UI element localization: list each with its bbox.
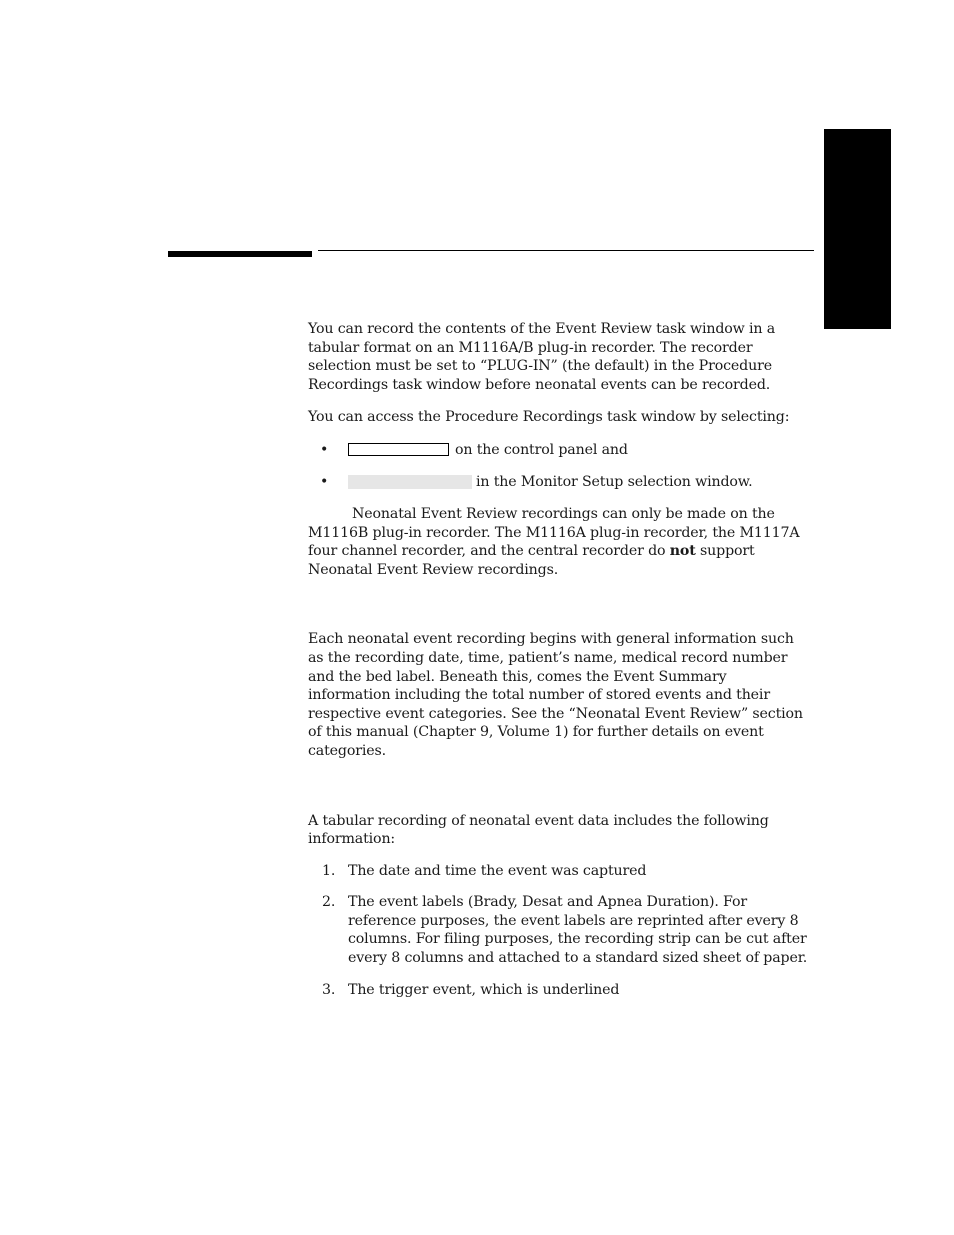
tabular-intro-paragraph: A tabular recording of neonatal event data includes the following information: (308, 812, 769, 848)
bullet-text: on the control panel and (455, 441, 628, 458)
menu-label-box (348, 475, 472, 489)
general-info-paragraph: Each neonatal event recording begins with general information such as the recording date, time, patient’s name, medical record number and the bed label. Beneath this, comes the Event Summary information including the total number of stored events and their respective event categories. See the “Neonatal Event Review” section of this manual (Chapter 9, Volume 1) for further details on event categories. (308, 631, 803, 759)
heading-rule-thin (318, 250, 814, 251)
access-list (308, 441, 813, 492)
key-label-box (348, 443, 449, 456)
list-item (308, 473, 813, 492)
info-list (308, 862, 813, 1000)
page-content (308, 320, 813, 1012)
chapter-tab (824, 129, 891, 329)
list-item: 2. The event labels (Brady, Desat and Apnea Duration). For reference purposes, the event labels are reprinted after every 8 columns. For filing purposes, the recording strip can be cut after every 8 columns and attached to a standard sized sheet of paper. (322, 894, 808, 967)
list-item: 1. The date and time the event was captured (322, 862, 647, 879)
list-item (308, 441, 813, 460)
bullet-icon: • (320, 441, 329, 458)
heading-rule-thick (168, 251, 312, 257)
note-paragraph: Neonatal Event Review recordings can only be made on the M1116B plug-in recorder. The M1116A plug-in recorder, the M1117A four channel recorder, and the central recorder do not support Neonatal Event Review recordings. (308, 505, 800, 578)
access-paragraph: You can access the Procedure Recordings task window by selecting: (308, 409, 790, 426)
bullet-icon: • (320, 473, 329, 490)
list-item: 3. The trigger event, which is underlined (322, 981, 620, 998)
intro-paragraph: You can record the contents of the Event Review task window in a tabular format on an M1116A/B plug-in recorder. The recorder selection must be set to “PLUG-IN” (the default) in the Procedure Recordings task window before neonatal events can be recorded. (308, 321, 776, 393)
bullet-text: in the Monitor Setup selection window. (476, 473, 753, 490)
